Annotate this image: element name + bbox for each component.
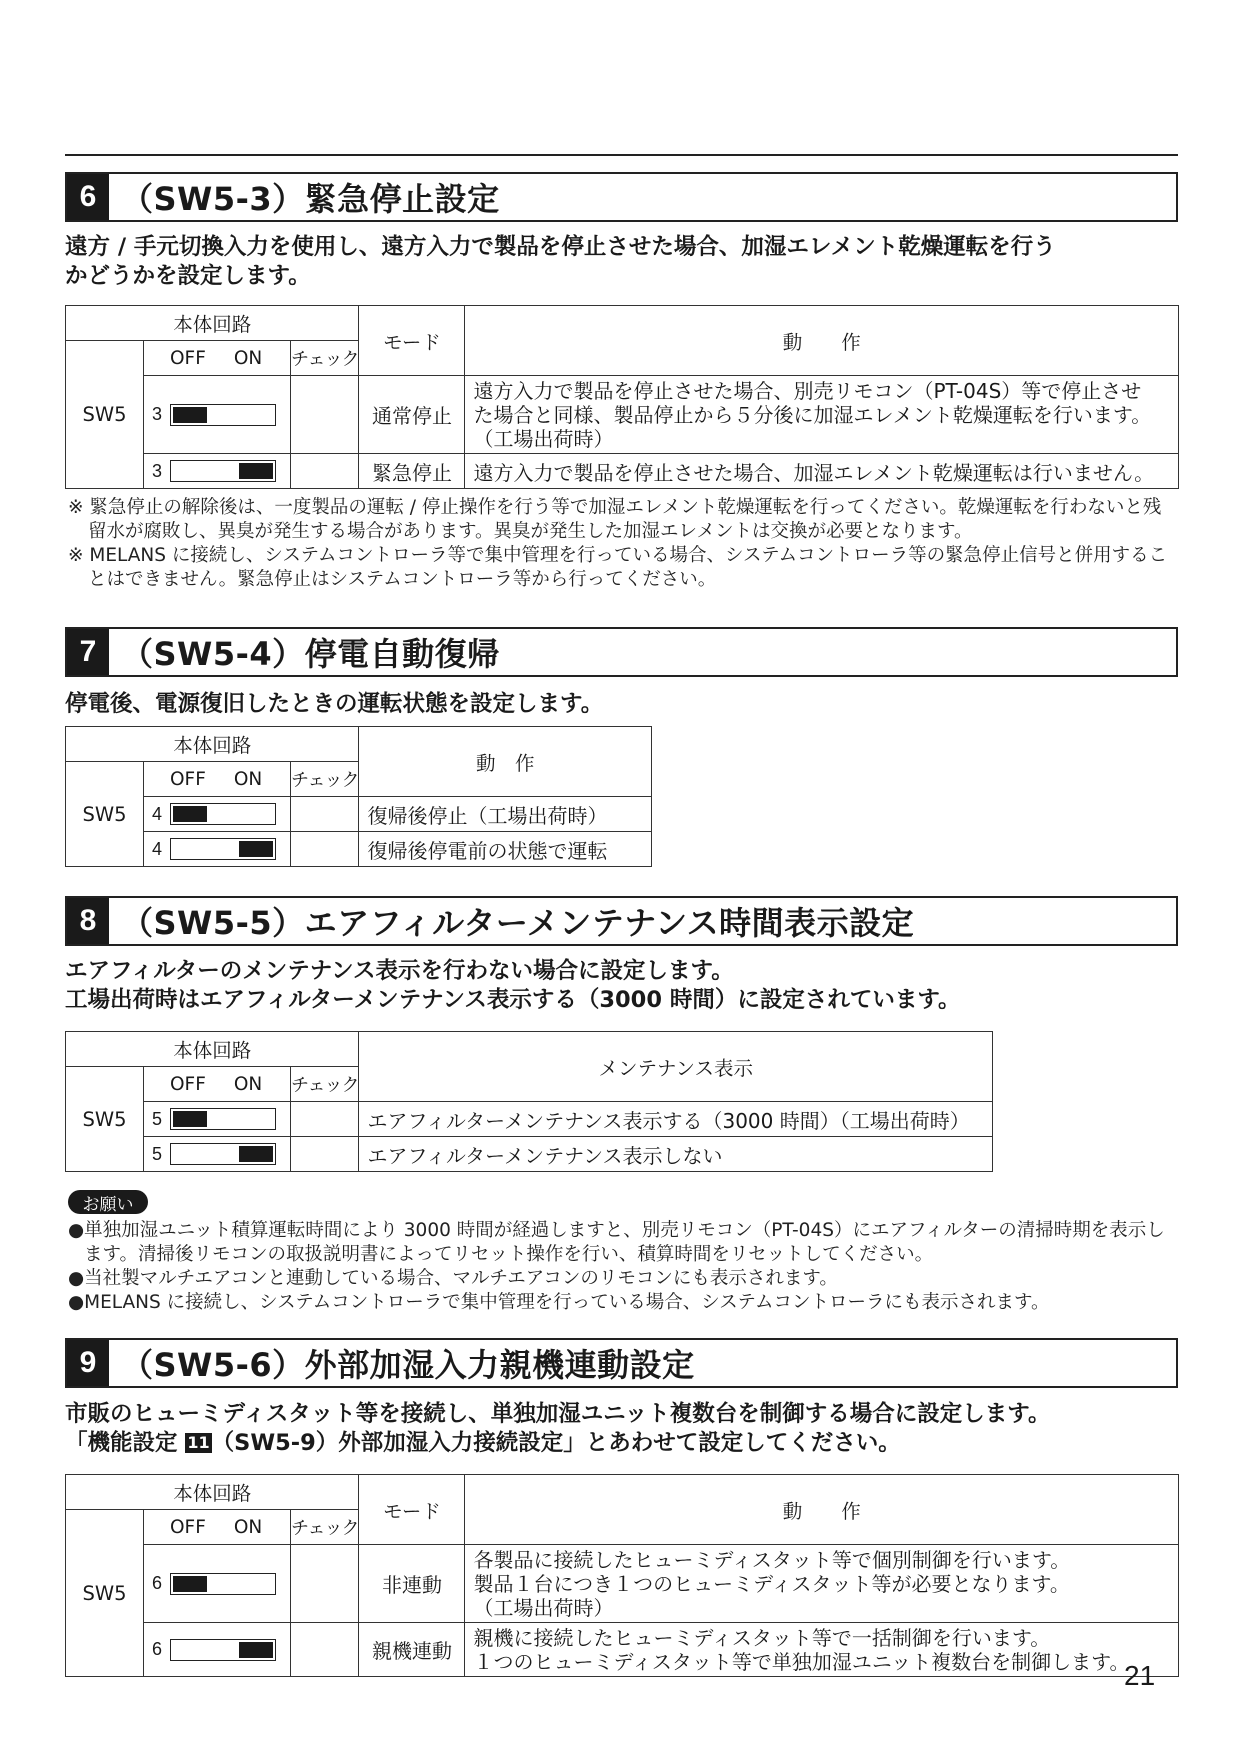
table-row: [66, 454, 1179, 489]
action-cell: 復帰後停止（工場出荷時）: [359, 797, 652, 832]
mode-cell: 通常停止: [359, 376, 465, 454]
check-cell: [291, 797, 359, 832]
header-dousa: 動 作: [465, 1475, 1179, 1545]
section-title: （SW5-3）緊急停止設定: [121, 180, 500, 218]
dip-switch: 3: [144, 454, 291, 489]
check-header: チェック: [291, 341, 359, 376]
lead-line: 市販のヒューミディスタット等を接続し、単独加湿ユニット複数台を制御する場合に設定します。: [65, 1401, 1051, 1427]
check-cell: [291, 1137, 359, 1172]
section-6-notes: [68, 496, 1176, 592]
check-cell: [291, 832, 359, 867]
bullet-item: ●当社製マルチエアコンと連動している場合、マルチエアコンのリモコンにも表示されます。: [68, 1268, 838, 1289]
sw5-4-table: [65, 726, 652, 867]
action-cell: 遠方入力で製品を停止させた場合、別売リモコン（PT-04S）等で停止させ た場合と同様、製品停止から５分後に加湿エレメント乾燥運転を行います。 （工場出荷時）: [465, 376, 1179, 454]
table-row: [66, 1137, 993, 1172]
header-honntai: 本体回路: [66, 727, 359, 762]
check-cell: [291, 1545, 359, 1623]
section-7-lead: 停電後、電源復旧したときの運転状態を設定します。: [65, 691, 604, 717]
section-8-lead: [65, 957, 961, 1015]
check-cell: [291, 376, 359, 454]
dip-switch: 4: [144, 797, 291, 832]
onegai-badge: お願い: [68, 1190, 148, 1214]
section-6-lead: [65, 233, 1056, 291]
note: ※ 緊急停止の解除後は、一度製品の運転 / 停止操作を行う等で加湿エレメント乾燥運転を行ってください。乾燥運転を行わないと残留水が腐敗し、異臭が発生する場合があります。異臭が発生した加湿エレメントは交換が必要となります。: [68, 497, 1162, 542]
page-number: 21: [1124, 1660, 1156, 1691]
check-header: チェック: [291, 1510, 359, 1545]
table-row: [66, 832, 652, 867]
check-header: チェック: [291, 1067, 359, 1102]
sw-label: SW5: [66, 341, 144, 489]
section-number: 7: [67, 629, 109, 675]
header-honntai: 本体回路: [66, 1032, 359, 1067]
section-title: （SW5-4）停電自動復帰: [121, 635, 500, 673]
section-number: 6: [67, 174, 109, 220]
off-on-header: OFF ON: [144, 762, 291, 797]
table-row: [66, 797, 652, 832]
action-cell: 親機に接続したヒューミディスタット等で一括制御を行います。 １つのヒューミディスタット等で単独加湿ユニット複数台を制御します。: [465, 1623, 1179, 1677]
section-6-header: [65, 172, 1178, 222]
check-cell: [291, 454, 359, 489]
dip-switch: 6: [144, 1623, 291, 1677]
lead-line: 遠方 / 手元切換入力を使用し、遠方入力で製品を停止させた場合、加湿エレメント乾燥運転を行う: [65, 234, 1056, 260]
sw-label: SW5: [66, 1067, 144, 1172]
dip-switch: 5: [144, 1102, 291, 1137]
header-mode: モード: [359, 306, 465, 376]
section-8-bullets: [68, 1219, 1176, 1315]
header-dousa: 動 作: [359, 727, 652, 797]
top-rule: [65, 154, 1178, 156]
action-cell: 遠方入力で製品を停止させた場合、加湿エレメント乾燥運転は行いません。: [465, 454, 1179, 489]
sw-label: SW5: [66, 762, 144, 867]
header-honntai: 本体回路: [66, 306, 359, 341]
dip-switch: 4: [144, 832, 291, 867]
header-mode: モード: [359, 1475, 465, 1545]
section-9-lead: [65, 1400, 1051, 1458]
check-cell: [291, 1102, 359, 1137]
mode-cell: 親機連動: [359, 1623, 465, 1677]
sw5-5-table: [65, 1031, 993, 1172]
lead-line: かどうかを設定します。: [65, 263, 311, 289]
check-cell: [291, 1623, 359, 1677]
header-maintenance: メンテナンス表示: [359, 1032, 993, 1102]
sw5-6-table: [65, 1474, 1179, 1677]
action-cell: 復帰後停電前の状態で運転: [359, 832, 652, 867]
action-cell: エアフィルターメンテナンス表示する（3000 時間）（工場出荷時）: [359, 1102, 993, 1137]
bullet-item: ●MELANS に接続し、システムコントローラで集中管理を行っている場合、システムコントローラにも表示されます。: [68, 1292, 1050, 1313]
table-row: [66, 1545, 1179, 1623]
check-header: チェック: [291, 762, 359, 797]
lead-line: 「機能設定 11（SW5-9）外部加湿入力接続設定」とあわせて設定してください。: [65, 1430, 901, 1456]
section-number: 9: [67, 1340, 109, 1386]
section-number: 8: [67, 898, 109, 944]
section-9-header: [65, 1338, 1178, 1388]
note: ※ MELANS に接続し、システムコントローラ等で集中管理を行っている場合、システムコントローラ等の緊急停止信号と併用することはできません。緊急停止はシステムコントローラ等から行ってください。: [68, 545, 1168, 590]
lead-line: エアフィルターのメンテナンス表示を行わない場合に設定します。: [65, 958, 734, 984]
section-8-header: [65, 896, 1178, 946]
action-cell: 各製品に接続したヒューミディスタット等で個別制御を行います。 製品１台につき１つのヒューミディスタット等が必要となります。 （工場出荷時）: [465, 1545, 1179, 1623]
off-on-header: OFF ON: [144, 1067, 291, 1102]
section-7-header: [65, 627, 1178, 677]
mode-cell: 非連動: [359, 1545, 465, 1623]
mode-cell: 緊急停止: [359, 454, 465, 489]
dip-switch: 5: [144, 1137, 291, 1172]
function-11-mark: 11: [187, 1433, 210, 1452]
dip-switch: 3: [144, 376, 291, 454]
section-title: （SW5-5）エアフィルターメンテナンス時間表示設定: [121, 904, 915, 942]
lead-line: 工場出荷時はエアフィルターメンテナンス表示する（3000 時間）に設定されています。: [65, 987, 961, 1013]
table-row: [66, 376, 1179, 454]
off-on-header: OFF ON: [144, 341, 291, 376]
off-on-header: OFF ON: [144, 1510, 291, 1545]
table-row: [66, 1102, 993, 1137]
dip-switch: 6: [144, 1545, 291, 1623]
sw5-3-table: [65, 305, 1179, 489]
action-cell: エアフィルターメンテナンス表示しない: [359, 1137, 993, 1172]
section-title: （SW5-6）外部加湿入力親機連動設定: [121, 1346, 695, 1384]
bullet-item: ●単独加湿ユニット積算運転時間により 3000 時間が経過しますと、別売リモコン（PT-04S）にエアフィルターの清掃時期を表示します。清掃後リモコンの取扱説明書によってリセット操作を行い、積算時間をリセットしてください。: [68, 1220, 1165, 1265]
sw-label: SW5: [66, 1510, 144, 1677]
header-dousa: 動 作: [465, 306, 1179, 376]
table-row: [66, 1623, 1179, 1677]
header-honntai: 本体回路: [66, 1475, 359, 1510]
